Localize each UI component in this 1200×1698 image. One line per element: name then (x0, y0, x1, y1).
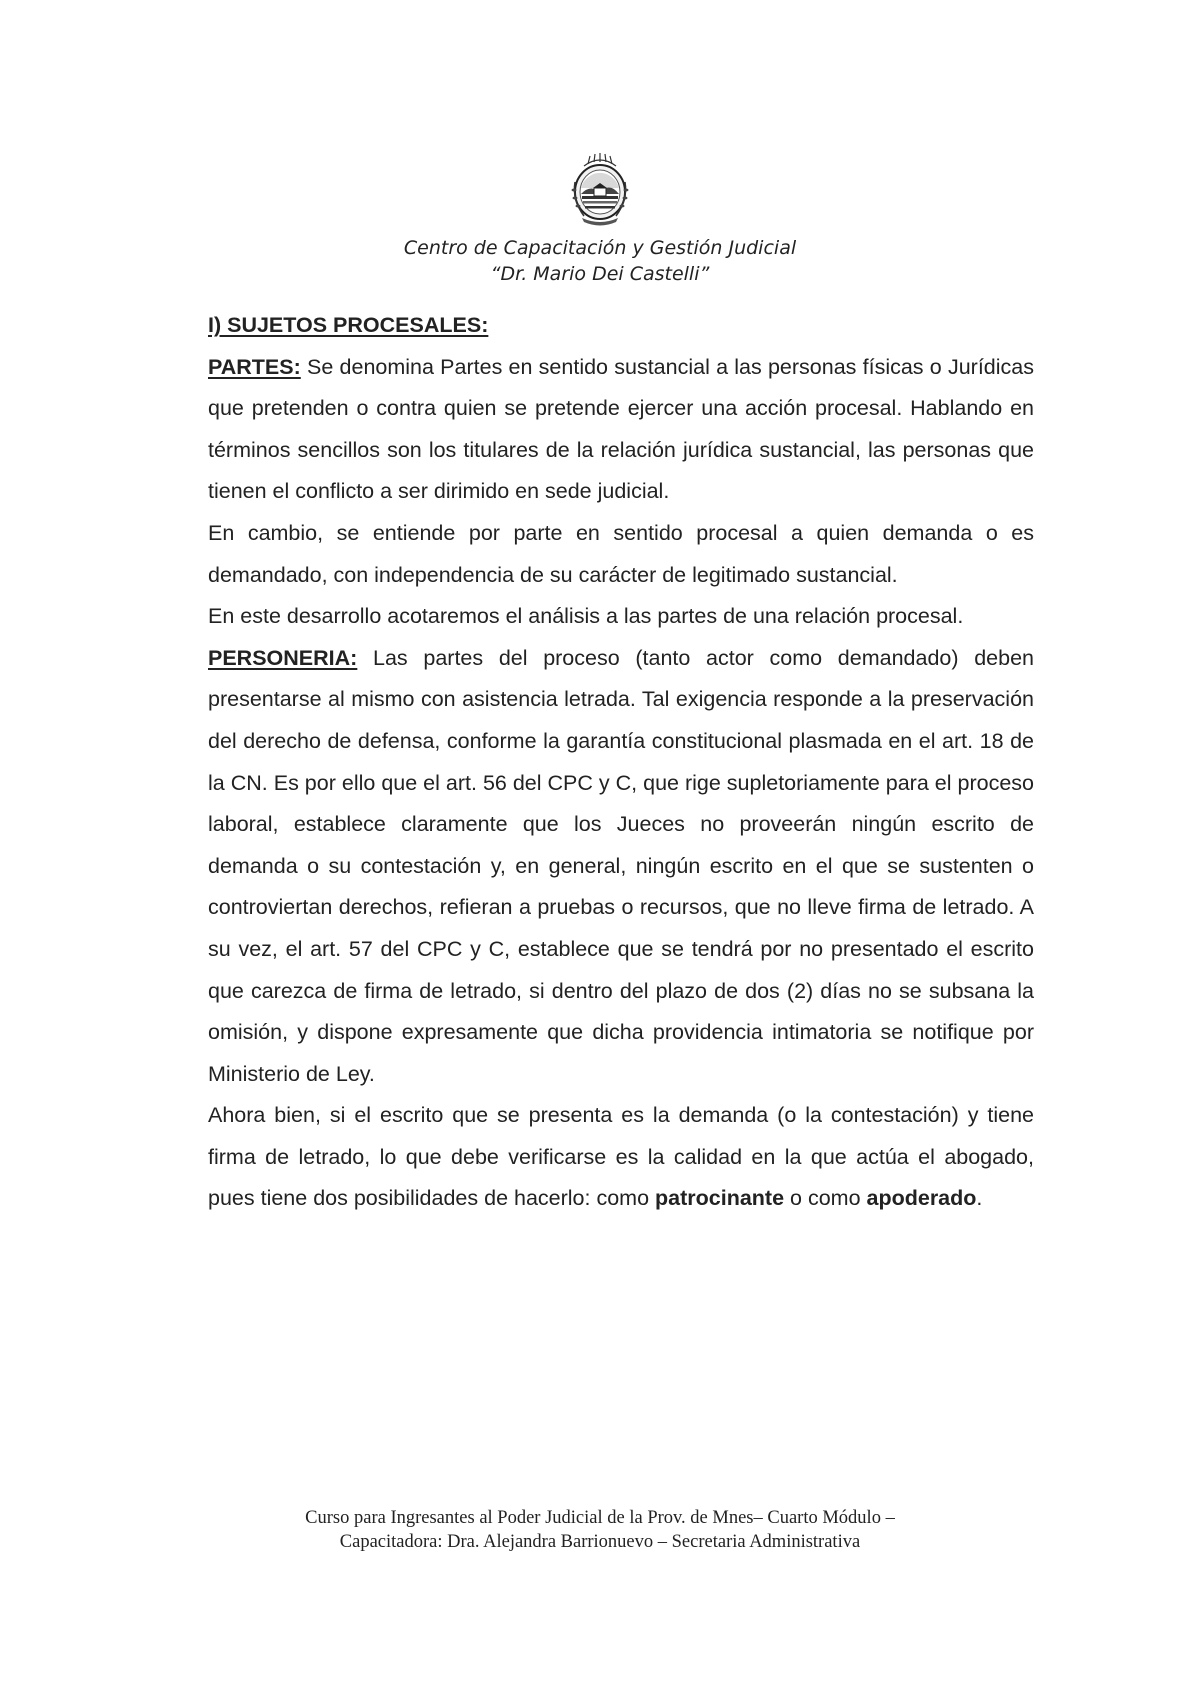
paragraph-personeria-text: Las partes del proceso (tanto actor como demandado) deben presentarse al mismo con asistencia letrada. Tal exigencia responde a la preservación del derecho de defensa, conforme la garantía constitucional plasmada en el art. 18 de la CN. Es por ello que el art. 56 del CPC y C, que rige supletoriamente para el proceso laboral, establece claramente que los Jueces no proveerán ningún escrito de demanda o su contestación y, en general, ningún escrito en el que se sustenten o controviertan derechos, refieran a pruebas o recursos, que no lleve firma de letrado. A su vez, el art. 57 del CPC y C, establece que se tendrá por no presentado el escrito que carezca de firma de letrado, si dentro del plazo de dos (2) días no se subsana la omisión, y dispone expresamente que dicha providencia intimatoria se notifique por Ministerio de Ley. (208, 645, 1034, 1086)
paragraph-partes-text: Se denomina Partes en sentido sustancial a las personas físicas o Jurídicas que pretenden o contra quien se pretende ejercer una acción procesal. Hablando en términos sencillos son los titulares de la relación jurídica sustancial, las personas que tienen el conflicto a ser dirimido en sede judicial. (208, 354, 1034, 504)
organization-subtitle: “Dr. Mario Dei Castelli” (490, 263, 710, 285)
paragraph-calidad-text-a: Ahora bien, si el escrito que se presenta es la demanda (o la contestación) y tiene firma de letrado, lo que debe verificarse es la calidad en la que actúa el abogado, pues tiene dos posibilidades de hacerlo: como (208, 1103, 1034, 1211)
provincial-coat-of-arms-icon (568, 152, 632, 226)
document-body (208, 305, 1034, 1220)
footer-course-line: Curso para Ingresantes al Poder Judicial de la Prov. de Mnes– Cuarto Módulo – (305, 1508, 895, 1528)
page-footer (0, 1506, 1200, 1554)
section-heading (208, 305, 1034, 347)
term-patrocinante: patrocinante (655, 1186, 785, 1211)
section-heading-text: I) SUJETOS PROCESALES: (208, 313, 489, 337)
term-partes: PARTES: (208, 354, 301, 379)
paragraph-parte-procesal: En cambio, se entiende por parte en sentido procesal a quien demanda o es demandado, con independencia de su carácter de legitimado sustancial. (208, 520, 1034, 587)
term-apoderado: apoderado (866, 1186, 977, 1211)
organization-name: Centro de Capacitación y Gestión Judicial (403, 237, 797, 259)
footer-trainer-line: Capacitadora: Dra. Alejandra Barrionuevo – Secretaria Administrativa (339, 1532, 861, 1552)
term-personeria: PERSONERIA: (208, 645, 358, 670)
paragraph-partes (208, 347, 1034, 513)
paragraph-calidad-abogado (208, 1095, 1034, 1220)
paragraph-calidad-text-c: . (976, 1186, 983, 1211)
paragraph-analisis: En este desarrollo acotaremos el análisis a las partes de una relación procesal. (208, 604, 964, 629)
paragraph-personeria (208, 638, 1034, 1096)
paragraph-calidad-text-b: o como (784, 1186, 867, 1211)
page-header (0, 152, 1200, 287)
